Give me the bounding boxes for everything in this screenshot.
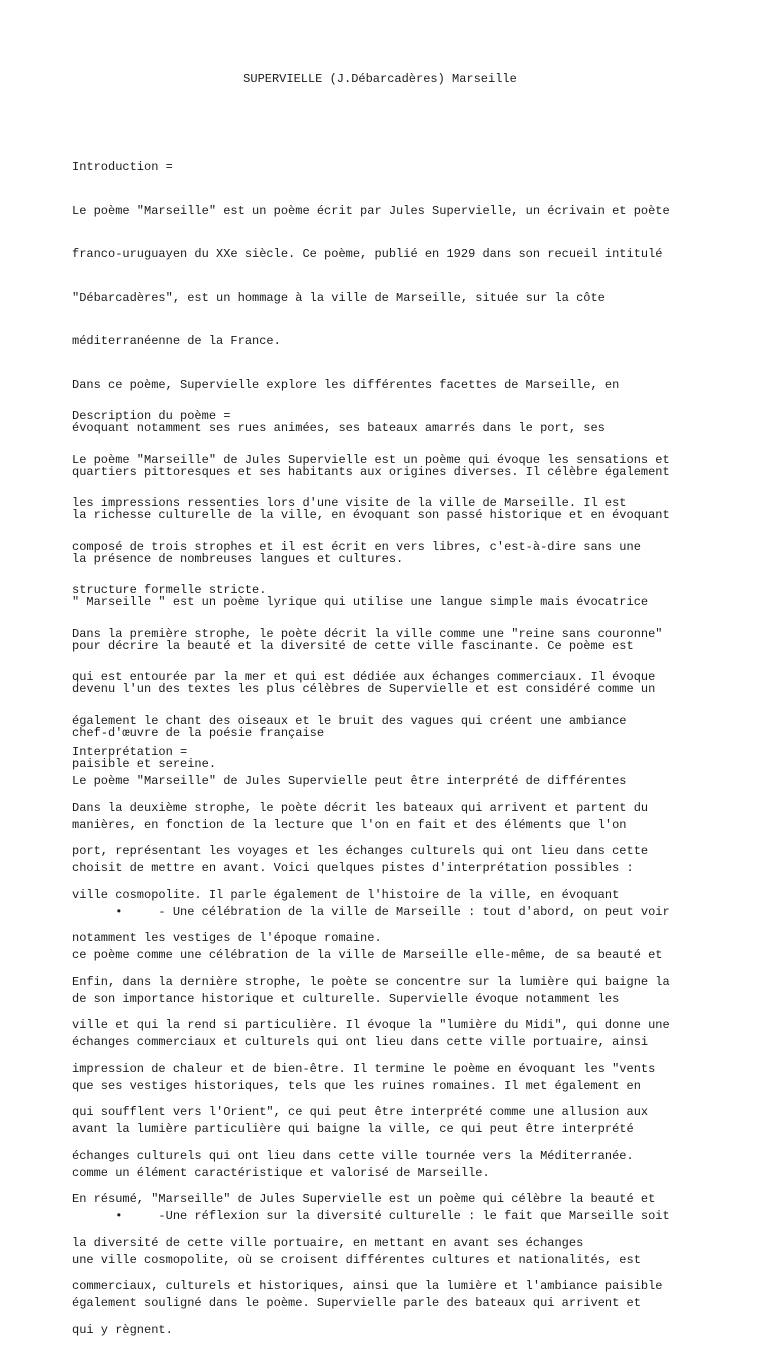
text-line: avant la lumière particulière qui baigne la ville, ce qui peut être interprété	[72, 1122, 634, 1136]
text-line: méditerranéenne de la France.	[72, 334, 281, 348]
text-line: " Marseille " est un poème lyrique qui utilise une langue simple mais évocatrice	[72, 595, 649, 609]
text-line: ville cosmopolite. Il parle également de l'histoire de la ville, en évoquant	[72, 887, 620, 902]
text-line: Dans ce poème, Supervielle explore les différentes facettes de Marseille, en	[72, 377, 620, 392]
text-line: notamment les vestiges de l'époque romaine.	[72, 931, 382, 945]
text-line: que ses vestiges historiques, tels que les ruines romaines. Il met également en	[72, 1078, 641, 1093]
bullet-line: • - Une célébration de la ville de Marseille : tout d'abord, on peut voir	[72, 904, 670, 919]
text-line: En résumé, "Marseille" de Jules Supervielle est un poème qui célèbre la beauté et	[72, 1192, 656, 1206]
bullet-line: • -Une réflexion sur la diversité culturelle : le fait que Marseille soit	[72, 1209, 670, 1223]
text-line: de son importance historique et culturelle. Supervielle évoque notamment les	[72, 991, 620, 1006]
text-line: "Débarcadères", est un hommage à la ville de Marseille, située sur la côte	[72, 290, 605, 305]
text-line: échanges commerciaux et culturels qui ont lieu dans cette ville portuaire, ainsi	[72, 1035, 649, 1049]
text-line: choisit de mettre en avant. Voici quelques pistes d'interprétation possibles :	[72, 861, 634, 875]
text-line: évoquant notamment ses rues animées, ses bateaux amarrés dans le port, ses	[72, 421, 605, 435]
text-line: ce poème comme une célébration de la ville de Marseille elle-même, de sa beauté et	[72, 948, 663, 962]
text-line: impression de chaleur et de bien-être. Il termine le poème en évoquant les "vents	[72, 1061, 656, 1076]
text-line: Enfin, dans la dernière strophe, le poète se concentre sur la lumière qui baigne la	[72, 974, 670, 989]
text-line: une ville cosmopolite, où se croisent différentes cultures et nationalités, est	[72, 1252, 641, 1267]
text-line: Introduction =	[72, 160, 173, 174]
text-line: comme un élément caractéristique et valorisé de Marseille.	[72, 1165, 490, 1180]
text-line: Le poème "Marseille" est un poème écrit par Jules Supervielle, un écrivain et poète	[72, 203, 670, 218]
text-line: Le poème "Marseille" de Jules Supervielle est un poème qui évoque les sensations et	[72, 452, 670, 467]
text-line: qui soufflent vers l'Orient", ce qui peut être interprété comme une allusion aux	[72, 1105, 649, 1119]
text-line: composé de trois strophes et il est écrit en vers libres, c'est-à-dire sans une	[72, 539, 641, 554]
text-line: les impressions ressenties lors d'une visite de la ville de Marseille. Il est	[72, 496, 627, 510]
text-line: également le chant des oiseaux et le bruit des vagues qui créent une ambiance	[72, 713, 627, 728]
text-line: pour décrire la beauté et la diversité de cette ville fascinante. Ce poème est	[72, 638, 634, 653]
text-line: ville et qui la rend si particulière. Il évoque la "lumière du Midi", qui donne une	[72, 1018, 670, 1032]
text-line: port, représentant les voyages et les échanges culturels qui ont lieu dans cette	[72, 844, 649, 858]
text-line: Dans la deuxième strophe, le poète décrit les bateaux qui arrivent et partent du	[72, 800, 649, 815]
text-line: Dans la première strophe, le poète décrit la ville comme une "reine sans couronne"	[72, 626, 663, 641]
text-line: qui est entourée par la mer et qui est dédiée aux échanges commerciaux. Il évoque	[72, 670, 656, 684]
text-line: la diversité de cette ville portuaire, en mettant en avant ses échanges	[72, 1235, 584, 1250]
text-line: devenu l'un des textes les plus célèbres de Supervielle et est considéré comme un	[72, 682, 656, 696]
section-heading: Interprétation =	[72, 745, 188, 759]
text-line: structure formelle stricte.	[72, 583, 267, 597]
text-line: la richesse culturelle de la ville, en évoquant son passé historique et en évoquant	[72, 508, 670, 522]
text-line: franco-uruguayen du XXe siècle. Ce poème, publié en 1929 dans son recueil intitulé	[72, 247, 663, 261]
text-line: également souligné dans le poème. Supervielle parle des bateaux qui arrivent et	[72, 1296, 641, 1310]
text-line: qui y règnent.	[72, 1322, 173, 1337]
text-line: Description du poème =	[72, 409, 231, 423]
text-line: Le poème "Marseille" de Jules Supervielle peut être interprété de différentes	[72, 774, 627, 788]
text-line: commerciaux, culturels et historiques, ainsi que la lumière et l'ambiance paisible	[72, 1279, 663, 1293]
text-line: quartiers pittoresques et ses habitants aux origines diverses. Il célèbre également	[72, 464, 670, 479]
text-line: la présence de nombreuses langues et cultures.	[72, 551, 404, 566]
text-line: paisible et sereine.	[72, 757, 217, 771]
text-line: échanges culturels qui ont lieu dans cette ville tournée vers la Méditerranée.	[72, 1148, 634, 1163]
text-line: chef-d'œuvre de la poésie française	[72, 725, 325, 740]
interpretation-section	[72, 745, 670, 1340]
text-line: manières, en fonction de la lecture que l'on en fait et des éléments que l'on	[72, 817, 627, 832]
document-title: SUPERVIELLE (J.Débarcadères) Marseille	[243, 72, 517, 86]
